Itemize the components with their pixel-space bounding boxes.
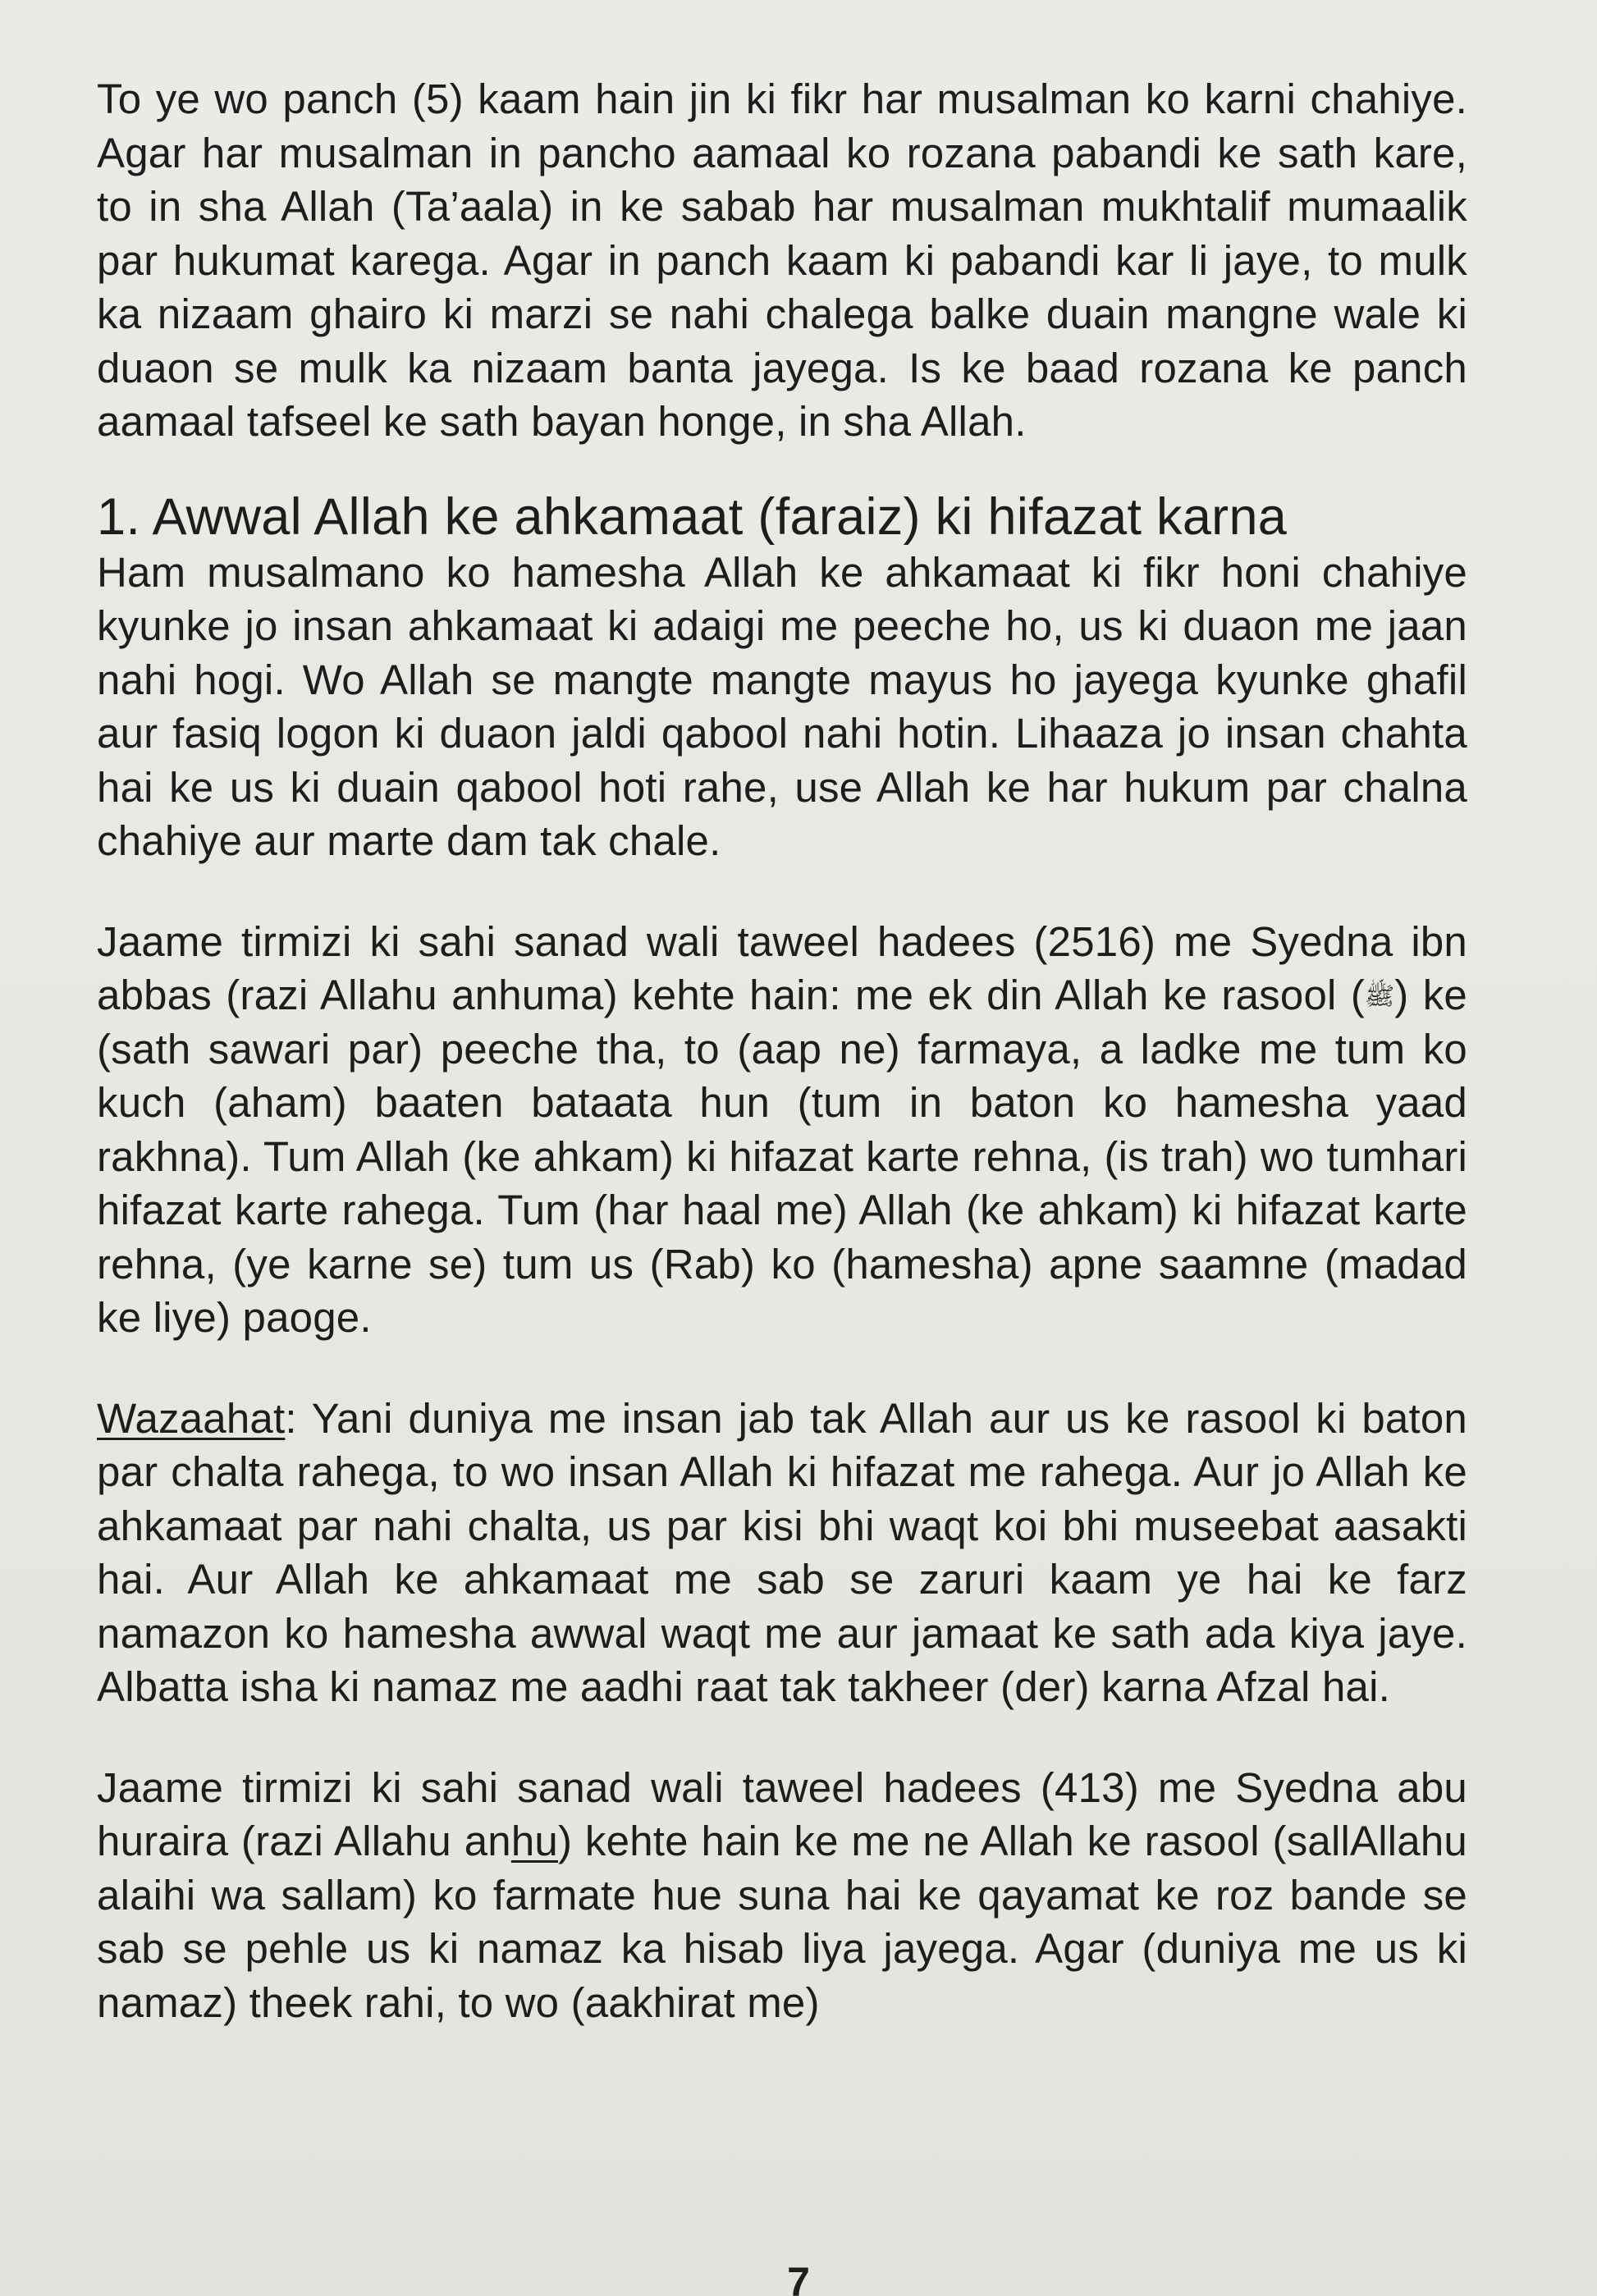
wazaahat-label: Wazaahat [97, 1394, 286, 1442]
hadith-413-text-start: Jaame tirmizi ki sahi sanad wali taweel hadees (413) me Syedna abu huraira (razi Allahu an [97, 1763, 1467, 1864]
hadith-413-text-end: ) kehte hain ke me ne Allah ke rasool (sallAllahu alaihi wa sallam) ko farmate hue suna hai ke qayamat ke roz bande se sab se pehle us ki namaz ka hisab liya jayega. Agar (duniya me us ki namaz) theek rahi, to wo (aakhirat me) [97, 1818, 1467, 2026]
wazaahat-text: : Yani duniya me insan jab tak Allah aur us ke rasool ki baton par chalta rahega, to wo insan Allah ki hifazat me rahega. Aur jo Allah ke ahkamaat par nahi chalta, us par kisi bhi waqt koi bhi museebat aasakti hai. Aur Allah ke ahkamaat me sab se zaruri kaam ye hai ke farz namazon ko hamesha awwal waqt me aur jamaat ke sath ada kiya jaye. Albatta isha ki namaz me aadhi raat tak takheer (der) karna Afzal hai. [97, 1394, 1467, 1710]
page-content [97, 72, 1467, 2029]
hadith-2516-text-end: ) ke (sath sawari par) peeche tha, to (aap ne) farmaya, a ladke me tum ko kuch (aham) baaten bataata hun (tum in baton ko hamesha yaad rakhna). Tum Allah (ke ahkam) ki hifazat karte rehna, (is trah) wo tumhari hifazat karte rahega. Tum (har haal me) Allah (ke ahkam) ki hifazat karte rehna, (ye karne se) tum us (Rab) ko (hamesha) apne saamne (madad ke liye) paoge. [97, 972, 1467, 1341]
hadith-413-paragraph [97, 1761, 1467, 2030]
section-1-paragraph: Ham musalmano ko hamesha Allah ke ahkamaat ki fikr honi chahiye kyunke jo insan ahkamaat ki adaigi me peeche ho, us ki duaon me jaan nahi hogi. Wo Allah se mangte mangte mayus ho jayega kyunke ghafil aur fasiq logon ki duaon jaldi qabool nahi hotin. Lihaaza jo insan chahta hai ke us ki duain qabool hoti rahe, use Allah ke har hukum par chalna chahiye aur marte dam tak chale. [97, 548, 1467, 864]
hadith-2516-text-start: Jaame tirmizi ki sahi sanad wali taweel hadees (2516) me Syedna ibn abbas (razi Allahu anhuma) kehte hain: me ek din Allah ke rasool ( [97, 917, 1467, 1018]
salawat-symbol: ﷺ [1365, 983, 1395, 1010]
hadith-2516-paragraph [97, 915, 1467, 1345]
hadith-413-underlined: hu [510, 1818, 558, 1864]
section-1-heading: 1. Awwal Allah ke ahkamaat (faraiz) ki hifazat karna [97, 487, 1288, 546]
wazaahat-paragraph [97, 1392, 1467, 1714]
page-number: 7 [787, 2259, 810, 2296]
intro-paragraph: To ye wo panch (5) kaam hain jin ki fikr har musalman ko karni chahiye. Agar har musalman in pancho aamaal ko rozana pabandi ke sath kare, to in sha Allah (Ta’aala) in ke sabab har musalman mukhtalif mumaalik par hukumat karega. Agar in panch kaam ki pabandi kar li jaye, to mulk ka nizaam ghairo ki marzi se nahi chalega balke duain mangne wale ki duaon se mulk ka nizaam banta jayega. Is ke baad rozana ke panch aamaal tafseel ke sath bayan honge, in sha Allah. [97, 75, 1467, 445]
